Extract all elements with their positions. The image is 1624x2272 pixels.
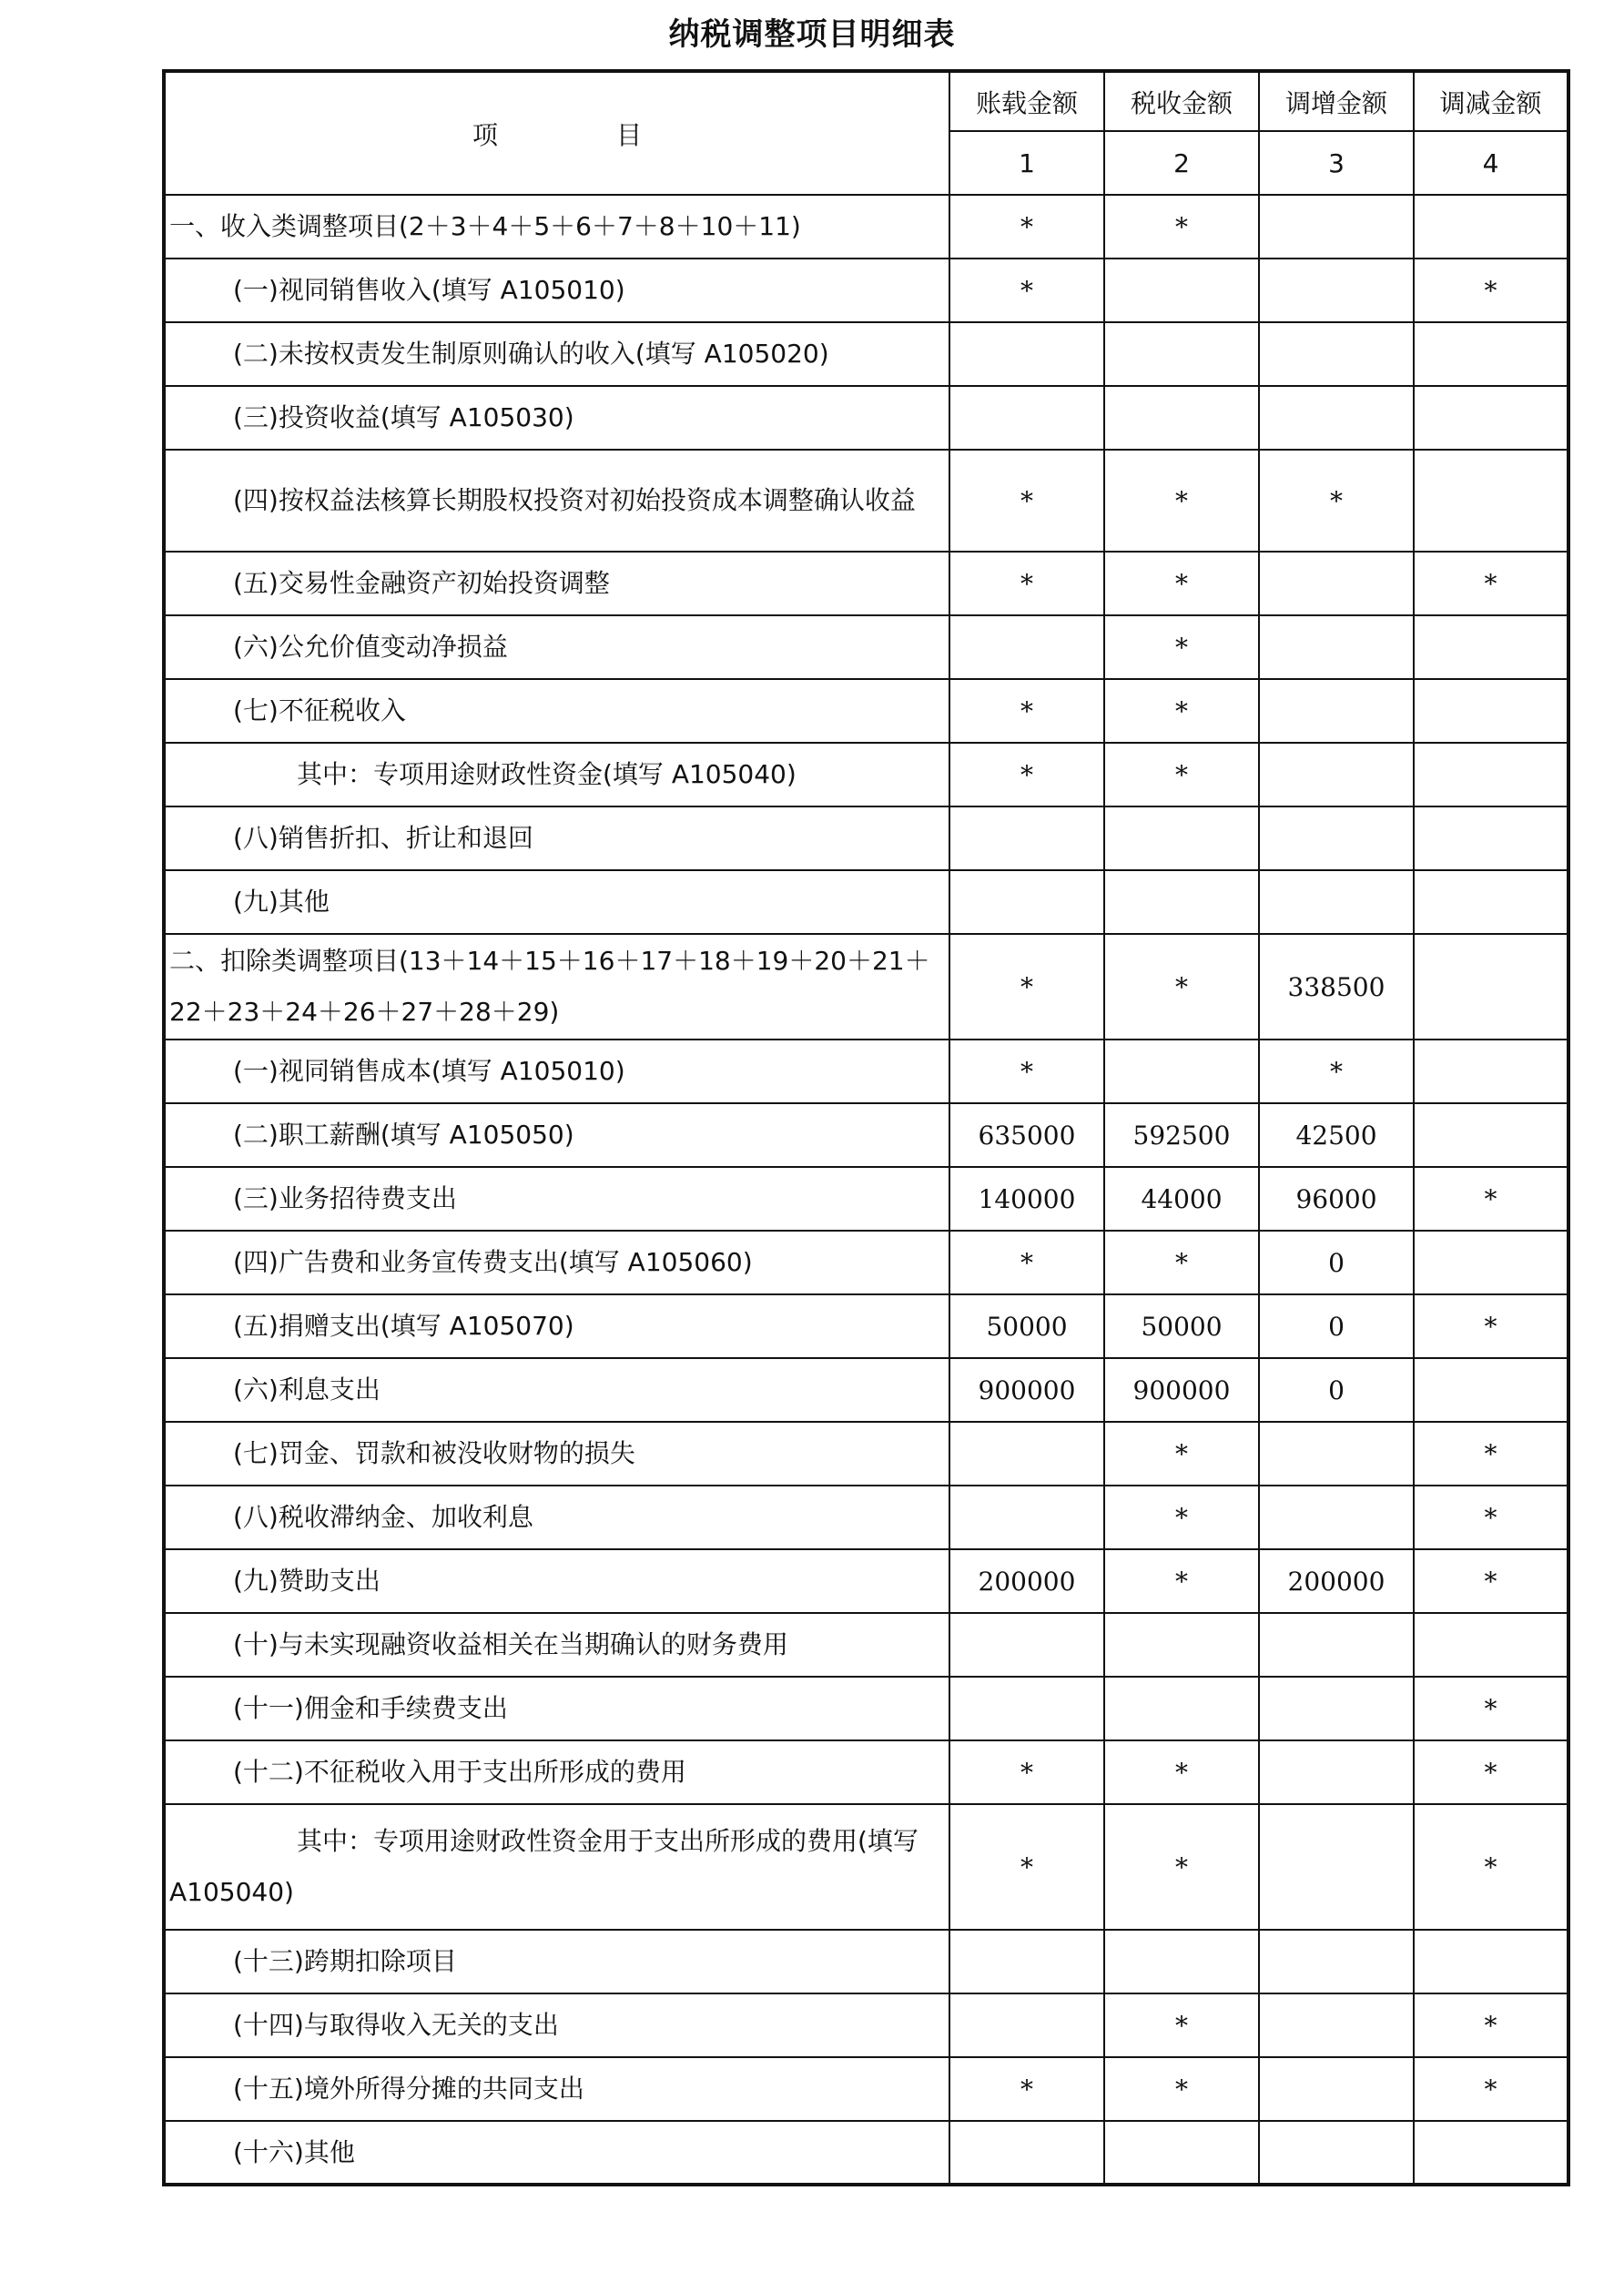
cell-decrease-amount (1414, 1613, 1568, 1677)
table-row (164, 743, 1568, 806)
row-item-label: (八)销售折扣、折让和退回 (164, 806, 949, 870)
cell-book-amount: * (949, 2057, 1104, 2121)
cell-tax-amount: * (1104, 1549, 1259, 1613)
table-row (164, 1294, 1568, 1358)
item-header-char-2: 目 (616, 119, 643, 150)
column-header-item (164, 71, 949, 195)
cell-increase-amount: 338500 (1259, 934, 1414, 1040)
cell-book-amount (949, 1993, 1104, 2057)
row-item-label: (五)交易性金融资产初始投资调整 (164, 552, 949, 615)
cell-increase-amount (1259, 259, 1414, 322)
cell-increase-amount: * (1259, 1040, 1414, 1103)
cell-decrease-amount (1414, 386, 1568, 450)
cell-increase-amount (1259, 386, 1414, 450)
cell-increase-amount: 0 (1259, 1231, 1414, 1294)
cell-book-amount (949, 2121, 1104, 2185)
cell-tax-amount: 44000 (1104, 1167, 1259, 1231)
row-item-label: (四)按权益法核算长期股权投资对初始投资成本调整确认收益 (164, 450, 949, 552)
tax-adjustment-table (162, 69, 1570, 2186)
cell-decrease-amount: * (1414, 2057, 1568, 2121)
cell-book-amount (949, 806, 1104, 870)
row-item-label: (三)投资收益(填写 A105030) (164, 386, 949, 450)
cell-increase-amount (1259, 552, 1414, 615)
cell-decrease-amount (1414, 615, 1568, 679)
row-item-label: (三)业务招待费支出 (164, 1167, 949, 1231)
cell-book-amount: 50000 (949, 1294, 1104, 1358)
cell-book-amount: * (949, 743, 1104, 806)
table-row (164, 1167, 1568, 1231)
table-row (164, 1103, 1568, 1167)
cell-book-amount (949, 615, 1104, 679)
row-item-label: (五)捐赠支出(填写 A105070) (164, 1294, 949, 1358)
cell-increase-amount (1259, 1613, 1414, 1677)
cell-tax-amount (1104, 870, 1259, 934)
cell-tax-amount: * (1104, 679, 1259, 743)
cell-tax-amount: 592500 (1104, 1103, 1259, 1167)
table-row (164, 1804, 1568, 1930)
table-row (164, 870, 1568, 934)
cell-tax-amount: * (1104, 450, 1259, 552)
column-number-1: 1 (949, 131, 1104, 195)
cell-decrease-amount (1414, 743, 1568, 806)
cell-book-amount: * (949, 259, 1104, 322)
column-header-decrease-amount: 调减金额 (1414, 71, 1568, 131)
cell-book-amount: * (949, 195, 1104, 259)
table-row (164, 1486, 1568, 1549)
cell-tax-amount: 900000 (1104, 1358, 1259, 1422)
cell-tax-amount (1104, 1930, 1259, 1993)
table-row (164, 806, 1568, 870)
cell-increase-amount: * (1259, 450, 1414, 552)
cell-tax-amount: * (1104, 1422, 1259, 1486)
table-row (164, 615, 1568, 679)
cell-increase-amount (1259, 1422, 1414, 1486)
cell-increase-amount (1259, 195, 1414, 259)
row-item-label: (四)广告费和业务宣传费支出(填写 A105060) (164, 1231, 949, 1294)
row-item-label: 一、收入类调整项目(2＋3＋4＋5＋6＋7＋8＋10＋11) (164, 195, 949, 259)
cell-tax-amount (1104, 2121, 1259, 2185)
table-row (164, 1231, 1568, 1294)
cell-increase-amount (1259, 1804, 1414, 1930)
row-item-label: (六)公允价值变动净损益 (164, 615, 949, 679)
table-row (164, 1930, 1568, 1993)
cell-book-amount (949, 386, 1104, 450)
cell-increase-amount: 42500 (1259, 1103, 1414, 1167)
cell-tax-amount (1104, 322, 1259, 386)
row-item-label: 其中：专项用途财政性资金用于支出所形成的费用(填写 A105040) (164, 1804, 949, 1930)
cell-book-amount: * (949, 450, 1104, 552)
cell-increase-amount (1259, 1993, 1414, 2057)
table-row (164, 552, 1568, 615)
cell-book-amount (949, 1677, 1104, 1740)
row-item-label: (九)其他 (164, 870, 949, 934)
cell-decrease-amount (1414, 806, 1568, 870)
cell-increase-amount (1259, 615, 1414, 679)
cell-book-amount: * (949, 1740, 1104, 1804)
cell-book-amount: * (949, 1231, 1104, 1294)
cell-tax-amount: * (1104, 1231, 1259, 1294)
row-item-label: (十六)其他 (164, 2121, 949, 2185)
cell-decrease-amount: * (1414, 552, 1568, 615)
cell-increase-amount: 0 (1259, 1294, 1414, 1358)
table-row (164, 1677, 1568, 1740)
table-row (164, 1549, 1568, 1613)
cell-decrease-amount (1414, 322, 1568, 386)
cell-book-amount: * (949, 552, 1104, 615)
table-row (164, 679, 1568, 743)
cell-decrease-amount (1414, 1040, 1568, 1103)
cell-decrease-amount (1414, 1103, 1568, 1167)
cell-increase-amount (1259, 1677, 1414, 1740)
cell-tax-amount (1104, 1040, 1259, 1103)
cell-increase-amount (1259, 806, 1414, 870)
row-item-label: (二)职工薪酬(填写 A105050) (164, 1103, 949, 1167)
cell-book-amount: * (949, 1040, 1104, 1103)
column-header-increase-amount: 调增金额 (1259, 71, 1414, 131)
cell-increase-amount (1259, 2121, 1414, 2185)
table-row (164, 1040, 1568, 1103)
cell-increase-amount (1259, 743, 1414, 806)
cell-increase-amount (1259, 322, 1414, 386)
cell-decrease-amount: * (1414, 1486, 1568, 1549)
table-row (164, 934, 1568, 1040)
table-row (164, 2057, 1568, 2121)
column-number-3: 3 (1259, 131, 1414, 195)
cell-book-amount (949, 1422, 1104, 1486)
row-item-label: (一)视同销售成本(填写 A105010) (164, 1040, 949, 1103)
cell-increase-amount (1259, 679, 1414, 743)
cell-tax-amount: * (1104, 934, 1259, 1040)
column-header-book-amount: 账载金额 (949, 71, 1104, 131)
table-row (164, 2121, 1568, 2185)
cell-decrease-amount: * (1414, 1677, 1568, 1740)
cell-tax-amount (1104, 386, 1259, 450)
table-row (164, 1422, 1568, 1486)
table-row (164, 1740, 1568, 1804)
cell-decrease-amount (1414, 1358, 1568, 1422)
row-item-label: (十一)佣金和手续费支出 (164, 1677, 949, 1740)
cell-decrease-amount: * (1414, 1422, 1568, 1486)
header-row-labels (164, 71, 1568, 131)
cell-decrease-amount (1414, 679, 1568, 743)
cell-decrease-amount: * (1414, 1804, 1568, 1930)
table-row (164, 1613, 1568, 1677)
cell-tax-amount (1104, 1677, 1259, 1740)
row-item-label: 二、扣除类调整项目(13＋14＋15＋16＋17＋18＋19＋20＋21＋22＋23＋24＋26＋27＋28＋29) (164, 934, 949, 1040)
cell-book-amount: 900000 (949, 1358, 1104, 1422)
cell-book-amount: * (949, 934, 1104, 1040)
cell-increase-amount: 200000 (1259, 1549, 1414, 1613)
cell-tax-amount (1104, 806, 1259, 870)
row-item-label: (七)不征税收入 (164, 679, 949, 743)
table-row (164, 322, 1568, 386)
cell-book-amount (949, 322, 1104, 386)
table-row (164, 386, 1568, 450)
cell-tax-amount: * (1104, 1804, 1259, 1930)
cell-tax-amount: * (1104, 195, 1259, 259)
cell-tax-amount: * (1104, 1993, 1259, 2057)
cell-book-amount: 635000 (949, 1103, 1104, 1167)
item-header-char-1: 项 (472, 119, 498, 150)
cell-decrease-amount: * (1414, 1993, 1568, 2057)
cell-decrease-amount: * (1414, 1549, 1568, 1613)
cell-decrease-amount (1414, 1231, 1568, 1294)
row-item-label: 其中：专项用途财政性资金(填写 A105040) (164, 743, 949, 806)
cell-decrease-amount (1414, 450, 1568, 552)
cell-decrease-amount: * (1414, 1740, 1568, 1804)
cell-increase-amount (1259, 2057, 1414, 2121)
row-item-label: (十)与未实现融资收益相关在当期确认的财务费用 (164, 1613, 949, 1677)
column-header-tax-amount: 税收金额 (1104, 71, 1259, 131)
cell-tax-amount (1104, 259, 1259, 322)
cell-tax-amount: * (1104, 1486, 1259, 1549)
row-item-label: (十三)跨期扣除项目 (164, 1930, 949, 1993)
cell-tax-amount: * (1104, 2057, 1259, 2121)
table-row (164, 195, 1568, 259)
cell-tax-amount: * (1104, 1740, 1259, 1804)
cell-tax-amount (1104, 1613, 1259, 1677)
cell-book-amount (949, 870, 1104, 934)
row-item-label: (十二)不征税收入用于支出所形成的费用 (164, 1740, 949, 1804)
cell-book-amount: * (949, 679, 1104, 743)
cell-book-amount: 140000 (949, 1167, 1104, 1231)
row-item-label: (二)未按权责发生制原则确认的收入(填写 A105020) (164, 322, 949, 386)
row-item-label: (六)利息支出 (164, 1358, 949, 1422)
table-row (164, 450, 1568, 552)
cell-increase-amount (1259, 1740, 1414, 1804)
cell-increase-amount: 0 (1259, 1358, 1414, 1422)
cell-book-amount (949, 1486, 1104, 1549)
cell-decrease-amount (1414, 934, 1568, 1040)
row-item-label: (九)赞助支出 (164, 1549, 949, 1613)
cell-decrease-amount: * (1414, 259, 1568, 322)
cell-decrease-amount (1414, 195, 1568, 259)
row-item-label: (一)视同销售收入(填写 A105010) (164, 259, 949, 322)
cell-increase-amount (1259, 1486, 1414, 1549)
cell-tax-amount: * (1104, 615, 1259, 679)
column-number-2: 2 (1104, 131, 1259, 195)
table-row (164, 1358, 1568, 1422)
cell-decrease-amount: * (1414, 1167, 1568, 1231)
row-item-label: (十五)境外所得分摊的共同支出 (164, 2057, 949, 2121)
table-row (164, 1993, 1568, 2057)
cell-tax-amount: 50000 (1104, 1294, 1259, 1358)
cell-decrease-amount (1414, 2121, 1568, 2185)
cell-book-amount (949, 1930, 1104, 1993)
cell-book-amount (949, 1613, 1104, 1677)
cell-increase-amount (1259, 1930, 1414, 1993)
cell-increase-amount (1259, 870, 1414, 934)
table-row (164, 259, 1568, 322)
cell-decrease-amount: * (1414, 1294, 1568, 1358)
cell-increase-amount: 96000 (1259, 1167, 1414, 1231)
cell-tax-amount: * (1104, 552, 1259, 615)
row-item-label: (八)税收滞纳金、加收利息 (164, 1486, 949, 1549)
cell-decrease-amount (1414, 870, 1568, 934)
cell-book-amount: * (949, 1804, 1104, 1930)
cell-book-amount: 200000 (949, 1549, 1104, 1613)
cell-tax-amount: * (1104, 743, 1259, 806)
column-number-4: 4 (1414, 131, 1568, 195)
page-title: 纳税调整项目明细表 (668, 16, 956, 53)
row-item-label: (十四)与取得收入无关的支出 (164, 1993, 949, 2057)
row-item-label: (七)罚金、罚款和被没收财物的损失 (164, 1422, 949, 1486)
cell-decrease-amount (1414, 1930, 1568, 1993)
